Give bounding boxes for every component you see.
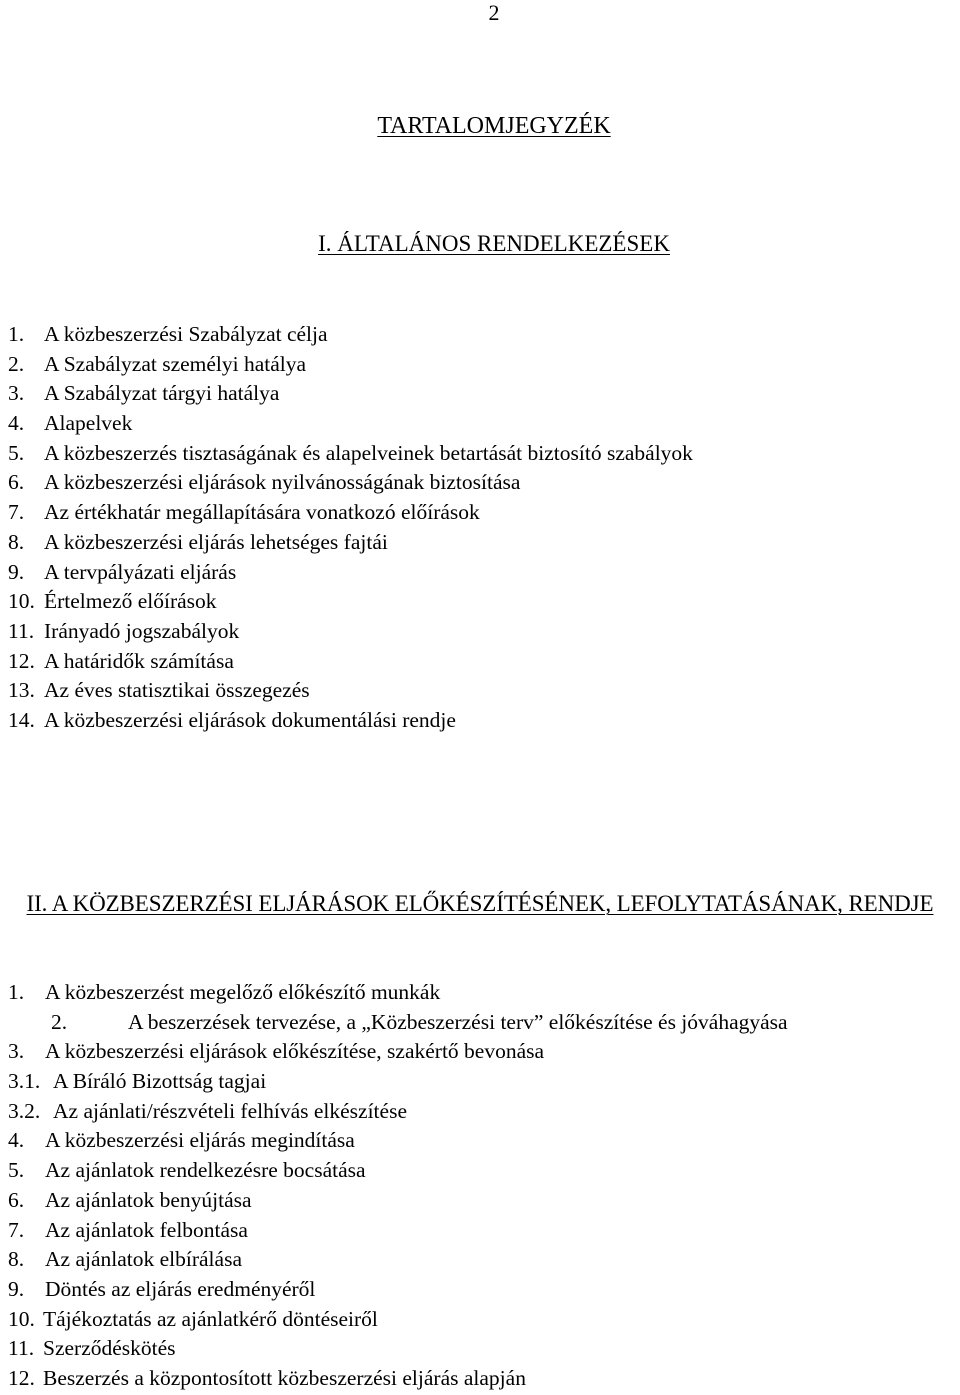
section-2-title: II. A KÖZBESZERZÉSI ELJÁRÁSOK ELŐKÉSZÍTÉSÉNEK, LEFOLYTATÁSÁNAK, RENDJE	[26, 891, 934, 916]
item-number: 2.	[51, 1009, 68, 1034]
item-text: A Bíráló Bizottság tagjai	[53, 1069, 267, 1094]
item-text: A beszerzések tervezése, a „Közbeszerzési terv” előkészítése és jóváhagyása	[128, 1009, 788, 1034]
item-number: 3.	[8, 381, 25, 406]
item-number: 6.	[8, 470, 25, 495]
item-number: 9.	[8, 559, 25, 584]
item-number: 3.1.	[8, 1069, 41, 1094]
item-text: A közbeszerzési Szabályzat célja	[44, 322, 328, 346]
item-text: Szerződéskötés	[43, 1336, 176, 1361]
item-text: A közbeszerzést megelőző előkészítő munkák	[45, 980, 441, 1004]
item-text: A közbeszerzési eljárás lehetséges fajtái	[44, 529, 388, 554]
item-number: 2.	[8, 351, 25, 376]
item-text: Az ajánlatok elbírálása	[45, 1247, 242, 1272]
item-text: Irányadó jogszabályok	[44, 618, 240, 643]
item-number: 8.	[8, 1247, 25, 1272]
item-text: Az ajánlati/részvételi felhívás elkészítése	[53, 1098, 407, 1123]
item-text: Értelmező előírások	[44, 589, 217, 614]
toc-title: TARTALOMJEGYZÉK	[377, 113, 611, 139]
item-text: Tájékoztatás az ajánlatkérő döntéseiről	[43, 1306, 378, 1331]
item-number: 9.	[8, 1276, 25, 1301]
item-number: 7.	[8, 1217, 25, 1242]
item-number: 5.	[8, 440, 25, 465]
item-number: 1.	[8, 980, 25, 1004]
item-text: A közbeszerzési eljárások dokumentálási rendje	[44, 707, 456, 732]
item-text: Alapelvek	[44, 411, 133, 436]
item-text: A közbeszerzés tisztaságának és alapelveinek betartását biztosító szabályok	[44, 440, 693, 465]
item-number: 1.	[8, 322, 25, 346]
item-text: Az ajánlatok benyújtása	[45, 1187, 252, 1212]
item-number: 3.2.	[8, 1098, 41, 1123]
item-number: 13.	[8, 678, 35, 703]
item-number: 4.	[8, 1128, 25, 1153]
item-text: A közbeszerzési eljárás megindítása	[45, 1128, 355, 1153]
section-1-title: I. ÁLTALÁNOS RENDELKEZÉSEK	[318, 231, 670, 256]
item-text: Az éves statisztikai összegezés	[44, 678, 310, 703]
item-number: 8.	[8, 529, 25, 554]
item-number: 10.	[8, 1306, 35, 1331]
item-text: Az ajánlatok felbontása	[45, 1217, 248, 1242]
item-number: 14.	[8, 707, 35, 732]
item-number: 11.	[8, 1336, 35, 1361]
item-number: 10.	[8, 589, 35, 614]
item-text: Döntés az eljárás eredményéről	[45, 1276, 316, 1301]
item-number: 5.	[8, 1158, 25, 1183]
item-number: 3.	[8, 1039, 25, 1064]
item-number: 12.	[8, 648, 35, 673]
item-text: A határidők számítása	[44, 648, 234, 673]
item-text: A közbeszerzési eljárások előkészítése, szakértő bevonása	[45, 1039, 545, 1064]
item-number: 12.	[8, 1365, 35, 1390]
item-number: 7.	[8, 500, 25, 525]
page-number: 2	[488, 0, 500, 25]
item-number: 6.	[8, 1187, 25, 1212]
item-text: Beszerzés a központosított közbeszerzési eljárás alapján	[43, 1365, 526, 1390]
item-number: 4.	[8, 411, 25, 436]
item-text: A tervpályázati eljárás	[44, 559, 237, 584]
item-text: Az ajánlatok rendelkezésre bocsátása	[45, 1158, 366, 1183]
item-text: A Szabályzat személyi hatálya	[44, 351, 307, 376]
item-number: 11.	[8, 618, 35, 643]
item-text: A közbeszerzési eljárások nyilvánosságának biztosítása	[44, 470, 521, 495]
item-text: Az értékhatár megállapítására vonatkozó előírások	[44, 500, 480, 525]
item-text: A Szabályzat tárgyi hatálya	[44, 381, 280, 406]
